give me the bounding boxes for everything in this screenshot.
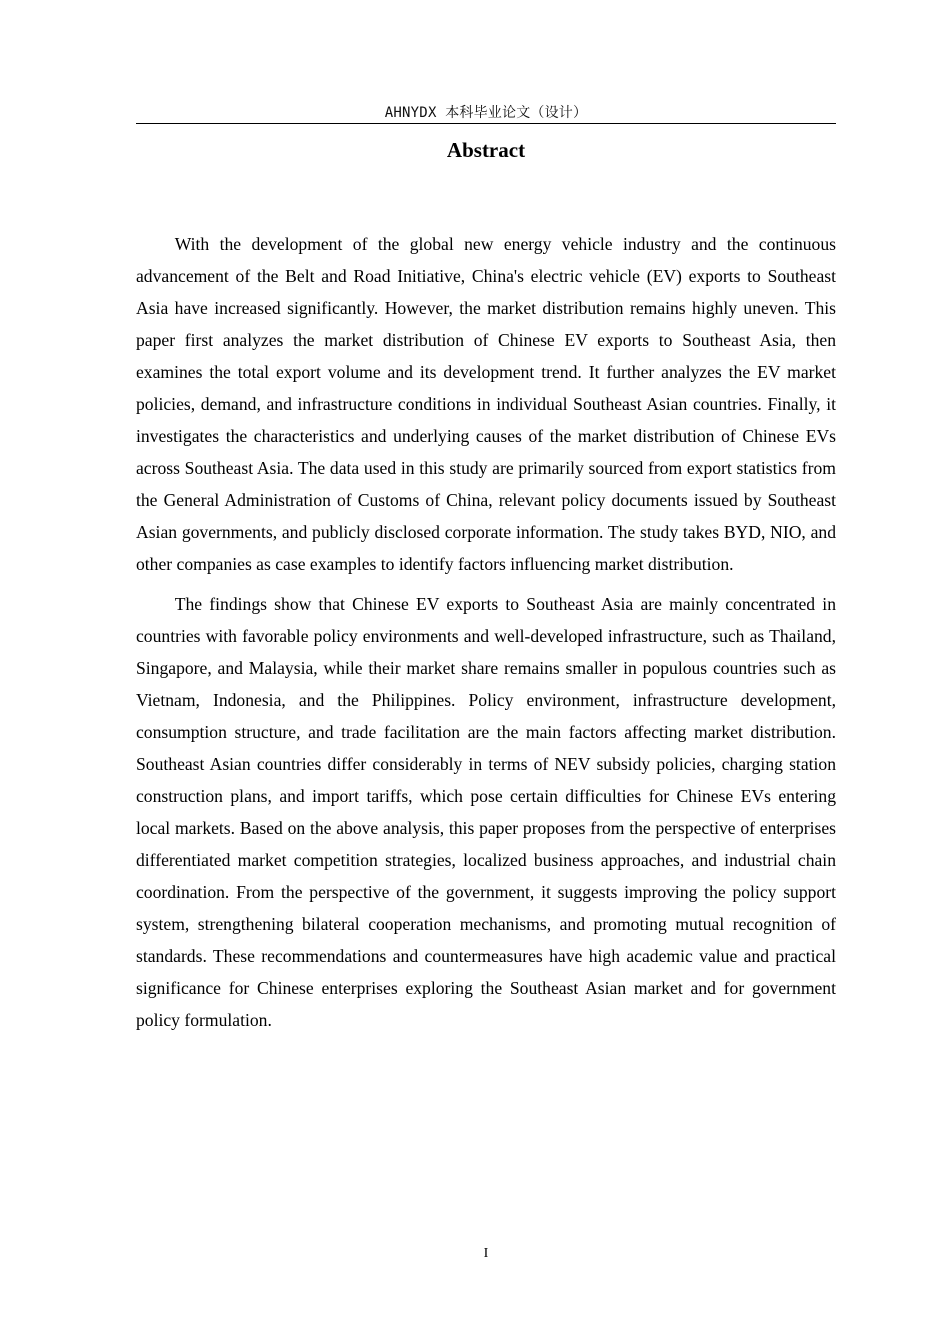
abstract-body [136, 229, 836, 1046]
page-number: I [483, 1246, 489, 1261]
abstract-paragraph-1: With the development of the global new energy vehicle industry and the continuous advancement of the Belt and Road Initiative, China's electric vehicle (EV) exports to Southeast Asia have increased significantly. However, the market distribution remains highly uneven. This paper first analyzes the market distribution of Chinese EV exports to Southeast Asia, then examines the total export volume and its development trend. It further analyzes the EV market policies, demand, and infrastructure conditions in individual Southeast Asian countries. Finally, it investigates the characteristics and underlying causes of the market distribution of Chinese EVs across Southeast Asia. The data used in this study are primarily sourced from export statistics from the General Administration of Customs of China, relevant policy documents issued by Southeast Asian governments, and publicly disclosed corporate information. The study takes BYD, NIO, and other companies as case examples to identify factors influencing market distribution. [136, 234, 836, 574]
header-rule [136, 123, 836, 124]
running-header: AHNYDX 本科毕业论文（设计） [384, 105, 588, 121]
abstract-paragraph-2: The findings show that Chinese EV exports to Southeast Asia are mainly concentrated in countries with favorable policy environments and well-developed infrastructure, such as Thailand, Singapore, and Malaysia, while their market share remains smaller in populous countries such as Vietnam, Indonesia, and the Philippines. Policy environment, infrastructure development, consumption structure, and trade facilitation are the main factors affecting market distribution. Southeast Asian countries differ considerably in terms of NEV subsidy policies, charging station construction plans, and import tariffs, which pose certain difficulties for Chinese EVs entering local markets. Based on the above analysis, this paper proposes from the perspective of enterprises differentiated market competition strategies, localized business approaches, and industrial chain coordination. From the perspective of the government, it suggests improving the policy support system, strengthening bilateral cooperation mechanisms, and promoting mutual recognition of standards. These recommendations and countermeasures have high academic value and practical significance for Chinese enterprises exploring the Southeast Asian market and for government policy formulation. [136, 594, 836, 1030]
abstract-title: Abstract [446, 138, 526, 162]
